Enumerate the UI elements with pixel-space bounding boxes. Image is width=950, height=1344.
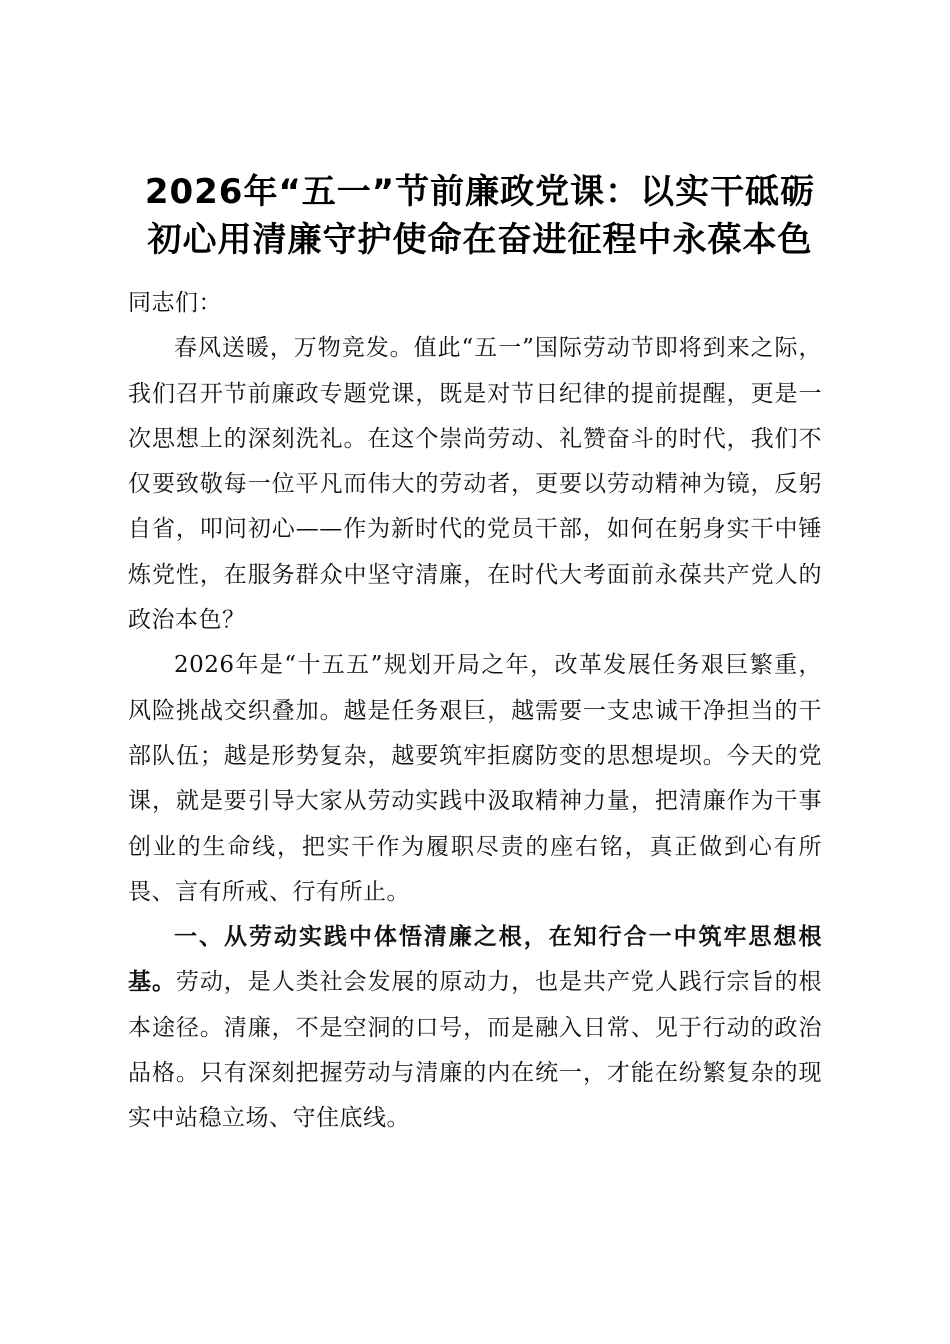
document-body xyxy=(128,281,822,1142)
document-title xyxy=(120,168,840,264)
section-1-text: 劳动，是人类社会发展的原动力，也是共产党人践行宗旨的根本途径。清廉，不是空洞的口号，而是融入日常、见于行动的政治品格。只有深刻把握劳动与清廉的内在统一，才能在纷繁复杂的现实中站稳立场、守住底线。 xyxy=(128,969,823,1132)
paragraph-context: 2026年是“十五五”规划开局之年，改革发展任务艰巨繁重，风险挑战交织叠加。越是任务艰巨，越需要一支忠诚干净担当的干部队伍；越是形势复杂，越要筑牢拒腐防变的思想堤坝。今天的党课，就是要引导大家从劳动实践中汲取精神力量，把清廉作为干事创业的生命线，把实干作为履职尽责的座右铭，真正做到心有所畏、言有所戒、行有所止。 xyxy=(128,652,822,905)
title-line-2: 初心用清廉守护使命在奋进征程中永葆本色 xyxy=(147,220,813,260)
salutation: 同志们： xyxy=(128,290,222,316)
paragraph-intro: 春风送暖，万物竞发。值此“五一”国际劳动节即将到来之际，我们召开节前廉政专题党课，既是对节日纪律的提前提醒，更是一次思想上的深刻洗礼。在这个崇尚劳动、礼赞奋斗的时代，我们不仅要致敬每一位平凡而伟大的劳动者，更要以劳动精神为镜，反躬自省，叩问初心——作为新时代的党员干部，如何在躬身实干中锤炼党性，在服务群众中坚守清廉，在时代大考面前永葆共产党人的政治本色？ xyxy=(128,335,822,634)
title-line-1: 2026年“五一”节前廉政党课：以实干砥砺 xyxy=(144,172,816,212)
section-1-heading: 一、从劳动实践中体悟清廉之根，在知行合一中筑牢思想根基。 xyxy=(128,924,822,996)
section-1-paragraph xyxy=(128,915,822,1141)
